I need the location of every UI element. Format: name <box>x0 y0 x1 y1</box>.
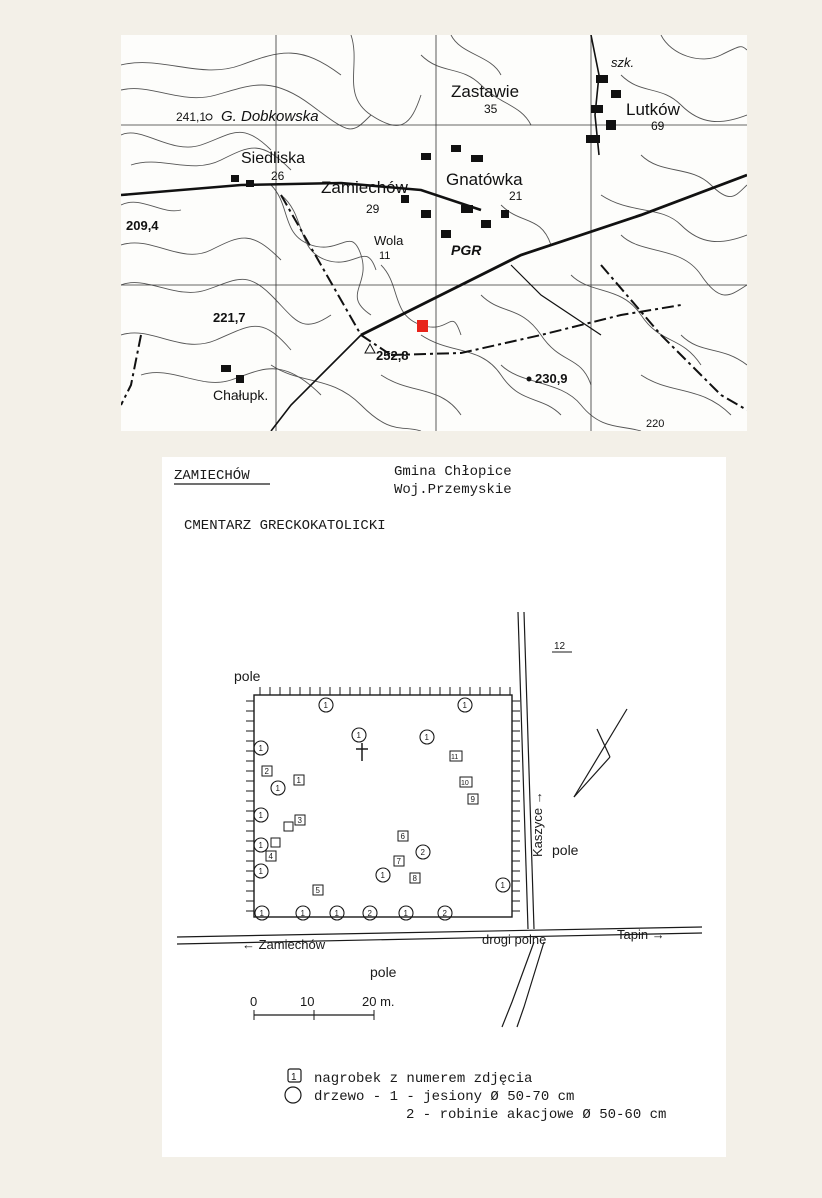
tree-4-species: 1 <box>424 733 429 742</box>
plan-title: CMENTARZ GRECKOKATOLICKI <box>184 518 386 534</box>
topographic-map-svg <box>121 35 747 431</box>
roads <box>121 35 747 431</box>
tree-11-species: 1 <box>380 871 385 880</box>
label-siedliska-num: 26 <box>271 169 285 183</box>
legend-tree-symbol <box>285 1087 301 1103</box>
trees <box>254 698 510 920</box>
label-road-east: Tapin → <box>617 927 665 942</box>
tree-12-species: 1 <box>500 881 505 890</box>
scale-label-20: 20 m. <box>362 994 395 1009</box>
label-wola-num: 11 <box>379 250 391 262</box>
label-chalupki: Chałupk. <box>213 387 269 403</box>
cemetery-plan-svg <box>162 457 726 1157</box>
legend-tree-text-2: 2 - robinie akacjowe Ø 50-60 cm <box>406 1107 667 1123</box>
label-gnatowka-num: 21 <box>509 189 523 203</box>
label-elev-209: 209,4 <box>126 218 159 233</box>
grave-unnumbered-a <box>284 822 293 831</box>
tree-13-species: 1 <box>259 909 264 918</box>
tree-8-species: 1 <box>258 841 263 850</box>
north-arrow <box>574 709 627 797</box>
label-elev-230: 230,9 <box>535 371 568 386</box>
grave-3-number: 3 <box>297 816 302 825</box>
label-siedliska: Siedliska <box>241 150 306 167</box>
label-zamiechow: Zamiechów <box>321 178 408 197</box>
label-field-east: pole <box>552 842 579 858</box>
tree-1-species: 1 <box>323 701 328 710</box>
label-field-north: pole <box>234 668 261 684</box>
label-29: 29 <box>366 202 380 216</box>
tree-3-species: 1 <box>356 731 361 740</box>
cemetery-marker <box>417 320 428 332</box>
map-grid <box>121 35 747 431</box>
label-elev-221: 221,7 <box>213 310 246 325</box>
label-contour-220: 220 <box>646 418 665 430</box>
label-gnatowka: Gnatówka <box>446 170 523 189</box>
grave-unnumbered-b <box>271 838 280 847</box>
tree-14-species: 1 <box>300 909 305 918</box>
tree-17-species: 1 <box>403 909 408 918</box>
label-lutkow: Lutków <box>626 100 680 119</box>
scale-bar <box>250 994 395 1020</box>
tree-15-species: 1 <box>334 909 339 918</box>
tree-10-species: 2 <box>420 848 425 857</box>
graves <box>262 751 478 895</box>
label-road-north: Kaszyce → <box>530 791 545 857</box>
grave-6-number: 6 <box>400 832 405 841</box>
sheet-number: 12 <box>554 641 566 652</box>
grave-2-number: 2 <box>264 767 269 776</box>
label-szk: szk. <box>611 55 635 70</box>
label-elev-252: 252,8 <box>376 348 409 363</box>
commune-name: Gmina Chłopice <box>394 464 512 480</box>
voivodeship-name: Woj.Przemyskie <box>394 482 512 498</box>
tree-5-species: 1 <box>258 744 263 753</box>
tree-16-species: 2 <box>367 909 372 918</box>
label-dobkowska: G. Dobkowska <box>221 108 319 125</box>
label-lutkow-num: 69 <box>651 119 665 133</box>
label-zastawie-num: 35 <box>484 102 498 116</box>
scale-label-0: 0 <box>250 994 258 1009</box>
label-zastawie: Zastawie <box>451 82 520 101</box>
grave-4-number: 4 <box>268 852 273 861</box>
label-wola: Wola <box>374 233 404 248</box>
tree-7-species: 1 <box>258 811 263 820</box>
grave-9-number: 9 <box>470 795 475 804</box>
legend-tree-text-1: drzewo - 1 - jesiony Ø 50-70 cm <box>314 1089 575 1105</box>
grave-8-number: 8 <box>412 874 417 883</box>
cross-symbol <box>356 743 368 761</box>
label-field-roads: drogi polne <box>482 932 547 947</box>
legend <box>285 1069 666 1123</box>
label-road-west: ← Zamiechów <box>242 937 326 952</box>
legend-grave-text: nagrobek z numerem zdjęcia <box>314 1071 533 1087</box>
topographic-map <box>121 35 747 431</box>
label-field-south: pole <box>370 964 397 980</box>
grave-11-number: 11 <box>451 754 459 761</box>
label-dobkowska-elev: 241,1 <box>176 110 207 124</box>
scale-label-10: 10 <box>300 994 315 1009</box>
cemetery-plan-sheet <box>162 457 726 1157</box>
grave-10-number: 10 <box>461 780 469 787</box>
cemetery-boundary <box>254 695 512 917</box>
grave-7-number: 7 <box>396 857 401 866</box>
tree-9-species: 1 <box>258 867 263 876</box>
boundaries <box>121 195 747 410</box>
grave-5-number: 5 <box>315 886 320 895</box>
legend-grave-symbol-number: 1 <box>291 1072 297 1083</box>
tree-6-species: 1 <box>275 784 280 793</box>
grave-1-number: 1 <box>296 776 301 785</box>
contour-lines <box>121 35 747 431</box>
village-name: ZAMIECHÓW <box>174 468 250 484</box>
tree-2-species: 1 <box>462 701 467 710</box>
tree-18-species: 2 <box>442 909 447 918</box>
label-pgr: PGR <box>451 242 482 258</box>
